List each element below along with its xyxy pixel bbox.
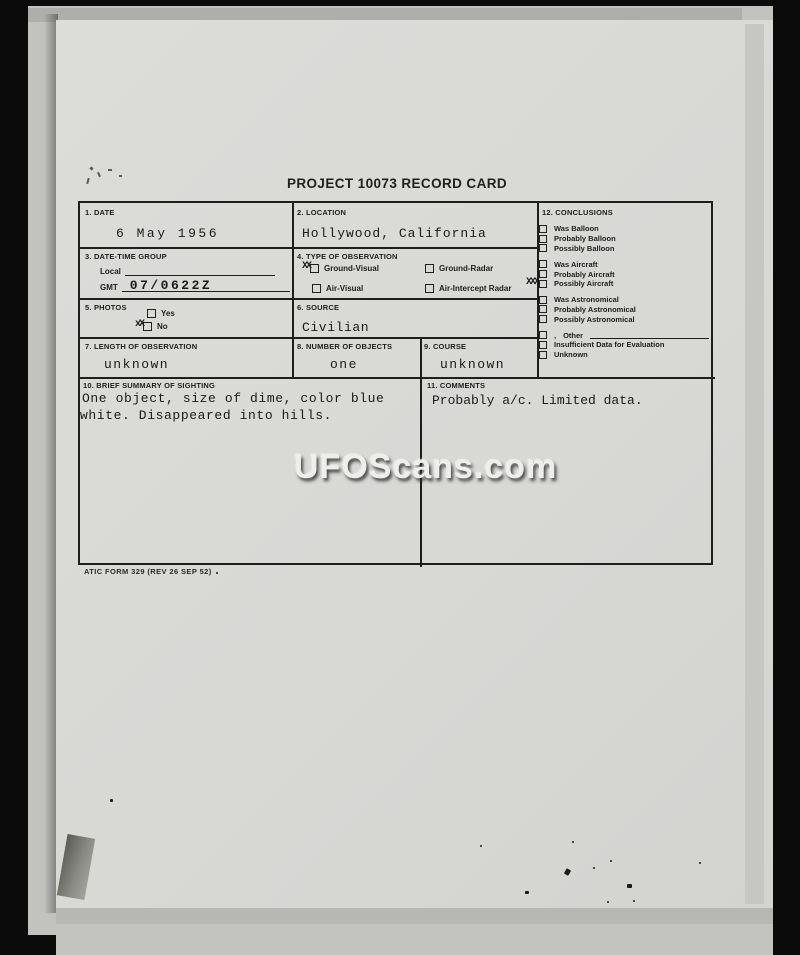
scan-speck (480, 845, 482, 847)
local-value (125, 262, 275, 276)
check-mark: XX (302, 261, 311, 272)
scan-speck (525, 891, 529, 894)
date-label: 1. DATE (85, 208, 115, 217)
brief-summary-line: white. Disappeared into hills. (80, 408, 333, 423)
option-label: Yes (161, 309, 175, 318)
form-number: ATIC FORM 329 (REV 26 SEP 52) (84, 567, 212, 576)
option-label: Air-Intercept Radar (439, 284, 512, 293)
option-ground-visual (302, 261, 379, 273)
conclusion-possibly-balloon (539, 244, 711, 254)
scan-speck (216, 572, 218, 574)
conclusion-label: Possibly Balloon (554, 243, 615, 253)
pencil-mark (89, 166, 93, 170)
option-ground-radar (425, 264, 493, 273)
date-value: 6 May 1956 (116, 226, 220, 241)
conclusion-label: Was Balloon (554, 224, 599, 234)
date-time-group-label: 3. DATE-TIME GROUP (85, 252, 167, 261)
checkbox-icon (425, 284, 434, 293)
length-of-observation-label: 7. LENGTH OF OBSERVATION (85, 342, 198, 351)
option-label: No (157, 322, 168, 331)
pencil-mark (86, 178, 89, 184)
checkbox-icon (539, 270, 547, 278)
option-label: Ground-Visual (324, 264, 379, 273)
conclusion-label: Probably Astronomical (554, 304, 636, 314)
checkbox-icon (147, 309, 156, 318)
option-photos-yes (147, 309, 175, 318)
paper-bottom-edge (56, 924, 773, 955)
scan-speck (610, 860, 612, 862)
photos-label: 5. PHOTOS (85, 303, 127, 312)
conclusion-other (539, 330, 711, 340)
scan-speck (572, 841, 574, 843)
checkbox-icon (539, 305, 547, 313)
divider (80, 298, 537, 300)
divider (292, 203, 294, 377)
location-value: Hollywood, California (302, 226, 487, 241)
conclusion-probably-aircraft (539, 269, 711, 279)
scan-smudge (57, 834, 95, 900)
conclusion-probably-balloon (539, 234, 711, 244)
divider (80, 247, 537, 249)
conclusion-label: Possibly Astronomical (554, 314, 635, 324)
conclusion-unknown (539, 350, 711, 360)
scan-speck (699, 862, 701, 864)
scan-speck (110, 799, 113, 802)
conclusion-label: Insufficient Data for Evaluation (554, 340, 665, 350)
conclusion-label: Unknown (554, 350, 588, 360)
divider (80, 337, 537, 339)
option-label: Air-Visual (326, 284, 364, 293)
pencil-mark (119, 175, 122, 177)
conclusions-list (526, 224, 711, 360)
gmt-label: GMT (100, 283, 118, 292)
conclusion-label: Was Aircraft (554, 259, 598, 269)
brief-summary-label: 10. BRIEF SUMMARY OF SIGHTING (83, 381, 216, 390)
checkbox-icon (135, 319, 152, 331)
checkbox-icon (425, 264, 434, 273)
conclusion-label: Was Astronomical (554, 295, 619, 305)
checkbox-icon (539, 225, 547, 233)
scan-speck (593, 867, 595, 869)
conclusion-label: Probably Balloon (554, 234, 616, 244)
checkbox-icon (539, 260, 547, 268)
conclusions-label: 12. CONCLUSIONS (542, 208, 613, 217)
pencil-mark (108, 169, 112, 171)
checkbox-icon (526, 276, 547, 288)
conclusion-possibly-aircraft (526, 276, 711, 289)
paper-fold-shadow (745, 24, 764, 904)
conclusion-was-astronomical (539, 295, 711, 305)
conclusion-label: Other (563, 330, 584, 340)
course-label: 9. COURSE (424, 342, 467, 351)
conclusion-was-aircraft (539, 259, 711, 269)
option-photos-no (135, 319, 168, 331)
scan-speck (564, 868, 571, 876)
scan-speck (607, 901, 609, 903)
option-label: Ground-Radar (439, 264, 494, 273)
checkbox-icon (539, 235, 547, 243)
number-of-objects-label: 8. NUMBER OF OBJECTS (297, 342, 393, 351)
gmt-value: 07/0622Z (122, 278, 290, 292)
conclusion-insufficient-data (539, 340, 711, 350)
scan-speck (633, 900, 635, 902)
check-mark: xX (135, 319, 144, 330)
number-of-objects-value: one (330, 357, 358, 372)
comments-label: 11. COMMENTS (427, 381, 486, 390)
conclusion-possibly-astronomical (539, 314, 711, 324)
location-label: 2. LOCATION (297, 208, 347, 217)
checkbox-icon (302, 261, 319, 273)
conclusion-prefix: , (554, 330, 557, 340)
source-value: Civilian (302, 320, 370, 335)
checkbox-icon (539, 244, 547, 252)
paper-bottom-shadow (56, 908, 773, 924)
checkbox-icon (312, 284, 321, 293)
checkbox-icon (539, 296, 547, 304)
checkbox-icon (539, 331, 547, 339)
scan-speck (627, 884, 632, 888)
brief-summary-line: One object, size of dime, color blue (82, 391, 385, 406)
watermark: UFOScans.com (294, 448, 558, 486)
record-card (78, 201, 713, 565)
conclusion-probably-astronomical (539, 305, 711, 315)
conclusion-label: Possibly Aircraft (554, 279, 614, 289)
option-air-intercept-radar (425, 284, 511, 293)
record-card-page (56, 20, 773, 913)
local-label: Local (100, 267, 121, 276)
checkbox-icon (539, 341, 547, 349)
other-blank-line (590, 332, 709, 339)
page-title: PROJECT 10073 RECORD CARD (286, 176, 508, 191)
check-mark: XXX (526, 276, 539, 288)
checkbox-icon (539, 315, 547, 323)
source-label: 6. SOURCE (297, 303, 340, 312)
checkbox-icon (539, 351, 547, 359)
length-of-observation-value: unknown (104, 357, 170, 372)
pencil-mark (97, 172, 101, 177)
option-air-visual (312, 284, 363, 293)
conclusion-label: Probably Aircraft (554, 269, 615, 279)
course-value: unknown (440, 357, 506, 372)
comments-value: Probably a/c. Limited data. (432, 393, 643, 408)
type-of-observation-label: 4. TYPE OF OBSERVATION (297, 252, 398, 261)
conclusion-was-balloon (539, 224, 711, 234)
divider (80, 377, 715, 379)
